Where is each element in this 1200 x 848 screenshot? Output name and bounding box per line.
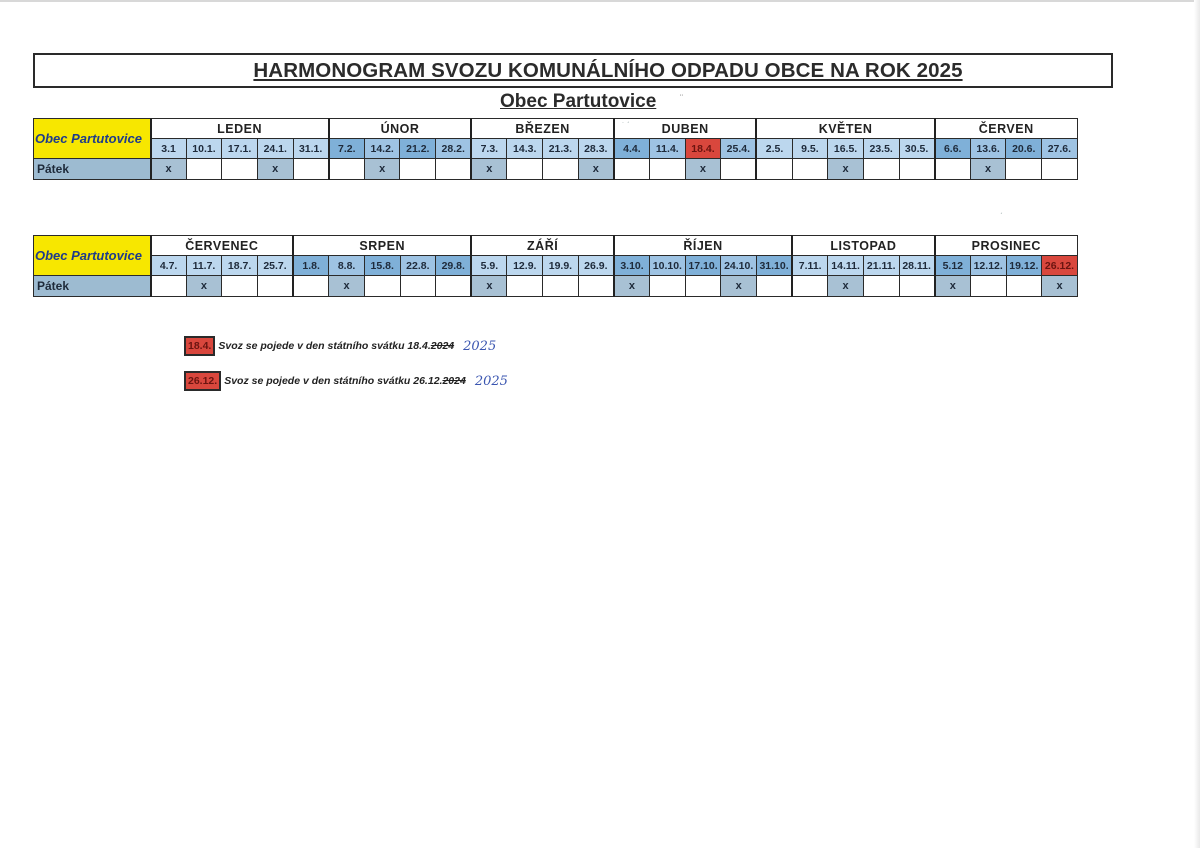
collection-date: 15.8. [364, 256, 400, 276]
holiday-note-2 [184, 371, 508, 391]
holiday-note-text [224, 375, 466, 387]
collection-date: 7.11. [792, 256, 828, 276]
empty-cell [935, 159, 971, 180]
empty-cell [863, 276, 899, 297]
empty-cell [151, 276, 187, 297]
collection-date: 11.7. [186, 256, 222, 276]
empty-cell [507, 276, 543, 297]
collection-date: 14.2. [364, 139, 400, 159]
handwritten-year: 2025 [474, 373, 508, 389]
empty-cell [1006, 276, 1042, 297]
collection-mark: x [685, 159, 721, 180]
collection-date: 19.9. [543, 256, 579, 276]
collection-date: 10.10. [650, 256, 686, 276]
empty-cell [970, 276, 1006, 297]
day-label: Pátek [34, 159, 151, 180]
collection-date: 14.11. [828, 256, 864, 276]
month-header: KVĚTEN [756, 119, 934, 139]
scan-speck: ¨ [680, 93, 683, 103]
collection-mark: x [1042, 276, 1078, 297]
collection-mark: x [935, 276, 971, 297]
note-text-body: Svoz se pojede v den státního svátku 18.4. [218, 340, 431, 352]
empty-cell [899, 159, 935, 180]
collection-date: 26.9. [578, 256, 614, 276]
municipality-label: Obec Partutovice [34, 119, 151, 159]
empty-cell [436, 159, 472, 180]
collection-date: 20.6. [1006, 139, 1042, 159]
month-header: PROSINEC [935, 236, 1078, 256]
collection-date: 28.2. [436, 139, 472, 159]
collection-date: 7.2. [329, 139, 365, 159]
empty-cell [756, 276, 792, 297]
scan-edge-right [1194, 0, 1200, 848]
collection-date: 31.1. [293, 139, 329, 159]
empty-cell [1006, 159, 1042, 180]
collection-mark: x [186, 276, 222, 297]
empty-cell [222, 159, 258, 180]
collection-date: 21.11. [863, 256, 899, 276]
empty-cell [400, 159, 436, 180]
empty-cell [685, 276, 721, 297]
collection-date: 22.8. [400, 256, 436, 276]
collection-date: 3.10. [614, 256, 650, 276]
collection-mark: x [364, 159, 400, 180]
collection-date: 17.1. [222, 139, 258, 159]
collection-date: 25.4. [721, 139, 757, 159]
date-row [34, 256, 1078, 276]
collection-date: 30.5. [899, 139, 935, 159]
empty-cell [1042, 159, 1078, 180]
empty-cell [543, 276, 579, 297]
month-header: ÚNOR [329, 119, 472, 139]
collection-date: 18.7. [222, 256, 258, 276]
holiday-note-1 [184, 336, 496, 356]
month-header: LEDEN [151, 119, 329, 139]
empty-cell [222, 276, 258, 297]
collection-date: 5.12 [935, 256, 971, 276]
scan-speck: ˙ ˊ [622, 121, 630, 130]
collection-date: 13.6. [970, 139, 1006, 159]
empty-cell [436, 276, 472, 297]
date-row [34, 139, 1078, 159]
month-header: ŘÍJEN [614, 236, 792, 256]
collection-date: 4.7. [151, 256, 187, 276]
empty-cell [899, 276, 935, 297]
holiday-badge: 26.12. [184, 371, 221, 391]
collection-date: 12.12. [970, 256, 1006, 276]
day-label: Pátek [34, 276, 151, 297]
holiday-badge: 18.4. [184, 336, 215, 356]
title-box [33, 53, 1113, 88]
empty-cell [792, 159, 828, 180]
scan-speck: ˊ [1000, 212, 1003, 221]
struck-year: 2024 [442, 375, 466, 387]
empty-cell [257, 276, 293, 297]
empty-cell [650, 276, 686, 297]
schedule-table-h1 [33, 118, 1078, 180]
collection-date: 21.2. [400, 139, 436, 159]
collection-date: 9.5. [792, 139, 828, 159]
month-header: DUBEN [614, 119, 757, 139]
collection-date: 4.4. [614, 139, 650, 159]
empty-cell [364, 276, 400, 297]
collection-date: 23.5. [863, 139, 899, 159]
collection-date: 25.7. [257, 256, 293, 276]
month-header: ČERVEN [935, 119, 1078, 139]
collection-mark: x [257, 159, 293, 180]
collection-mark: x [828, 159, 864, 180]
month-header: ZÁŘÍ [471, 236, 614, 256]
collection-mark: x [721, 276, 757, 297]
collection-mark: x [471, 276, 507, 297]
month-header: LISTOPAD [792, 236, 935, 256]
collection-date: 18.4. [685, 139, 721, 159]
empty-cell [186, 159, 222, 180]
collection-date: 26.12. [1042, 256, 1078, 276]
month-header-row [34, 119, 1078, 139]
month-header: BŘEZEN [471, 119, 614, 139]
empty-cell [578, 276, 614, 297]
empty-cell [650, 159, 686, 180]
empty-cell [400, 276, 436, 297]
schedule-table-h2 [33, 235, 1078, 297]
collection-date: 21.3. [543, 139, 579, 159]
month-header: ČERVENEC [151, 236, 294, 256]
collection-date: 27.6. [1042, 139, 1078, 159]
collection-date: 31.10. [756, 256, 792, 276]
empty-cell [543, 159, 579, 180]
collection-date: 19.12. [1006, 256, 1042, 276]
collection-mark: x [970, 159, 1006, 180]
scan-edge-top [0, 0, 1200, 2]
empty-cell [721, 159, 757, 180]
empty-cell [293, 276, 329, 297]
empty-cell [293, 159, 329, 180]
month-header-row [34, 236, 1078, 256]
collection-date: 5.9. [471, 256, 507, 276]
collection-date: 3.1 [151, 139, 187, 159]
collection-mark: x [471, 159, 507, 180]
collection-date: 7.3. [471, 139, 507, 159]
collection-date: 11.4. [650, 139, 686, 159]
collection-date: 12.9. [507, 256, 543, 276]
collection-date: 1.8. [293, 256, 329, 276]
holiday-note-text [218, 340, 454, 352]
friday-row [34, 159, 1078, 180]
collection-mark: x [578, 159, 614, 180]
collection-date: 16.5. [828, 139, 864, 159]
collection-date: 28.11. [899, 256, 935, 276]
collection-date: 10.1. [186, 139, 222, 159]
empty-cell [863, 159, 899, 180]
collection-mark: x [614, 276, 650, 297]
empty-cell [792, 276, 828, 297]
page-subtitle: Obec Partutovice [500, 91, 657, 112]
collection-date: 29.8. [436, 256, 472, 276]
collection-date: 24.1. [257, 139, 293, 159]
friday-row [34, 276, 1078, 297]
collection-date: 6.6. [935, 139, 971, 159]
collection-date: 28.3. [578, 139, 614, 159]
struck-year: 2024 [430, 340, 455, 352]
page-title: HARMONOGRAM SVOZU KOMUNÁLNÍHO ODPADU OBCE NA ROK 2025 [253, 58, 963, 82]
collection-date: 8.8. [329, 256, 365, 276]
collection-mark: x [151, 159, 187, 180]
collection-date: 14.3. [507, 139, 543, 159]
collection-mark: x [828, 276, 864, 297]
empty-cell [507, 159, 543, 180]
collection-date: 17.10. [685, 256, 721, 276]
note-text-body: Svoz se pojede v den státního svátku 26.12. [224, 375, 443, 387]
month-header: SRPEN [293, 236, 471, 256]
empty-cell [329, 159, 365, 180]
municipality-label: Obec Partutovice [34, 236, 151, 276]
collection-mark: x [329, 276, 365, 297]
collection-date: 24.10. [721, 256, 757, 276]
empty-cell [614, 159, 650, 180]
empty-cell [756, 159, 792, 180]
handwritten-year: 2025 [463, 338, 497, 354]
collection-date: 2.5. [756, 139, 792, 159]
